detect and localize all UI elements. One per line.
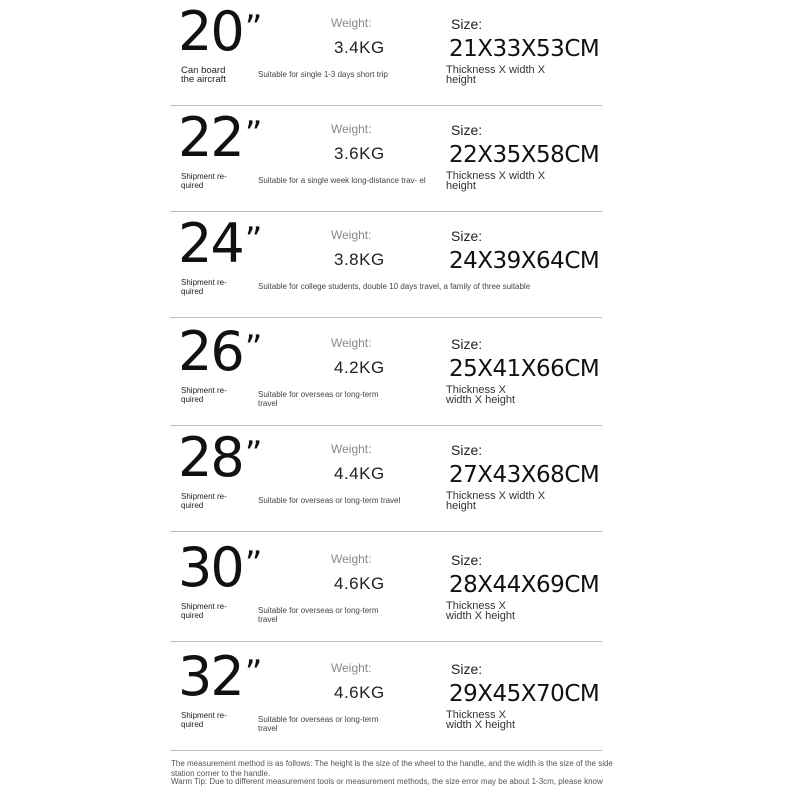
size-inches: 24” [178,212,261,275]
weight-label: Weight: [331,122,372,136]
shipping-note: Shipment re- quired [181,492,227,510]
size-value: 24X39X64CM [449,248,600,274]
size-value: 27X43X68CM [449,462,600,488]
size-value: 21X33X53CM [449,36,600,62]
measurement-note: The measurement method is as follows: The height is the size of the wheel to the handle, and the width is the size of the side station corner to the handle. [171,759,613,778]
usage-note: Suitable for single 1-3 days short trip [258,70,388,79]
row-divider [170,317,602,318]
size-row-26 [170,320,602,426]
size-row-24 [170,212,602,318]
size-row-28 [170,426,602,532]
dimension-note: Thickness X width X height [446,384,516,406]
weight-label: Weight: [331,16,372,30]
shipping-note: Can board the aircraft [181,65,226,85]
weight-label: Weight: [331,228,372,242]
shipping-note: Shipment re- quired [181,172,227,190]
dimension-note: Thickness X width X height [446,64,546,86]
weight-value: 3.6KG [334,144,385,163]
weight-value: 4.6KG [334,683,385,702]
size-inches: 22” [178,106,261,169]
size-label: Size: [451,336,483,352]
dimension-note: Thickness X width X height [446,600,516,622]
size-value: 22X35X58CM [449,142,600,168]
weight-label: Weight: [331,442,372,456]
size-inches: 32” [178,645,261,708]
size-value: 25X41X66CM [449,356,600,382]
size-inches: 30” [178,536,261,599]
dimension-note: Thickness X width X height [446,709,516,731]
size-row-22 [170,106,602,212]
row-divider [170,531,602,532]
size-row-30 [170,536,602,642]
weight-label: Weight: [331,552,372,566]
size-label: Size: [451,122,483,138]
weight-value: 4.4KG [334,464,385,483]
size-label: Size: [451,228,483,244]
size-row-32 [170,645,602,751]
dimension-note: Thickness X width X height [446,170,546,192]
weight-value: 4.2KG [334,358,385,377]
usage-note: Suitable for overseas or long-term travel [258,496,401,505]
row-divider [170,750,602,751]
weight-value: 4.6KG [334,574,385,593]
size-label: Size: [451,552,483,568]
usage-note: Suitable for a single week long-distance trav- el [258,176,426,185]
size-row-20 [170,0,602,106]
usage-note: Suitable for overseas or long-term travel [258,715,379,733]
usage-note: Suitable for college students, double 10 days travel, a family of three suitable [258,282,531,291]
size-label: Size: [451,661,483,677]
shipping-note: Shipment re- quired [181,711,227,729]
weight-value: 3.4KG [334,38,385,57]
size-label: Size: [451,442,483,458]
usage-note: Suitable for overseas or long-term travel [258,606,379,624]
size-value: 28X44X69CM [449,572,600,598]
shipping-note: Shipment re- quired [181,278,227,296]
size-label: Size: [451,16,483,32]
size-inches: 26” [178,320,261,383]
size-inches: 28” [178,426,261,489]
weight-label: Weight: [331,661,372,675]
usage-note: Suitable for overseas or long-term travel [258,390,379,408]
dimension-note: Thickness X width X height [446,490,546,512]
size-inches: 20” [178,0,261,63]
weight-label: Weight: [331,336,372,350]
shipping-note: Shipment re- quired [181,602,227,620]
shipping-note: Shipment re- quired [181,386,227,404]
warm-tip-note: Warm Tip: Due to different measurement tools or measurement methods, the size error may be about 1-3cm, please know [171,777,603,786]
weight-value: 3.8KG [334,250,385,269]
size-value: 29X45X70CM [449,681,600,707]
row-divider [170,641,602,642]
